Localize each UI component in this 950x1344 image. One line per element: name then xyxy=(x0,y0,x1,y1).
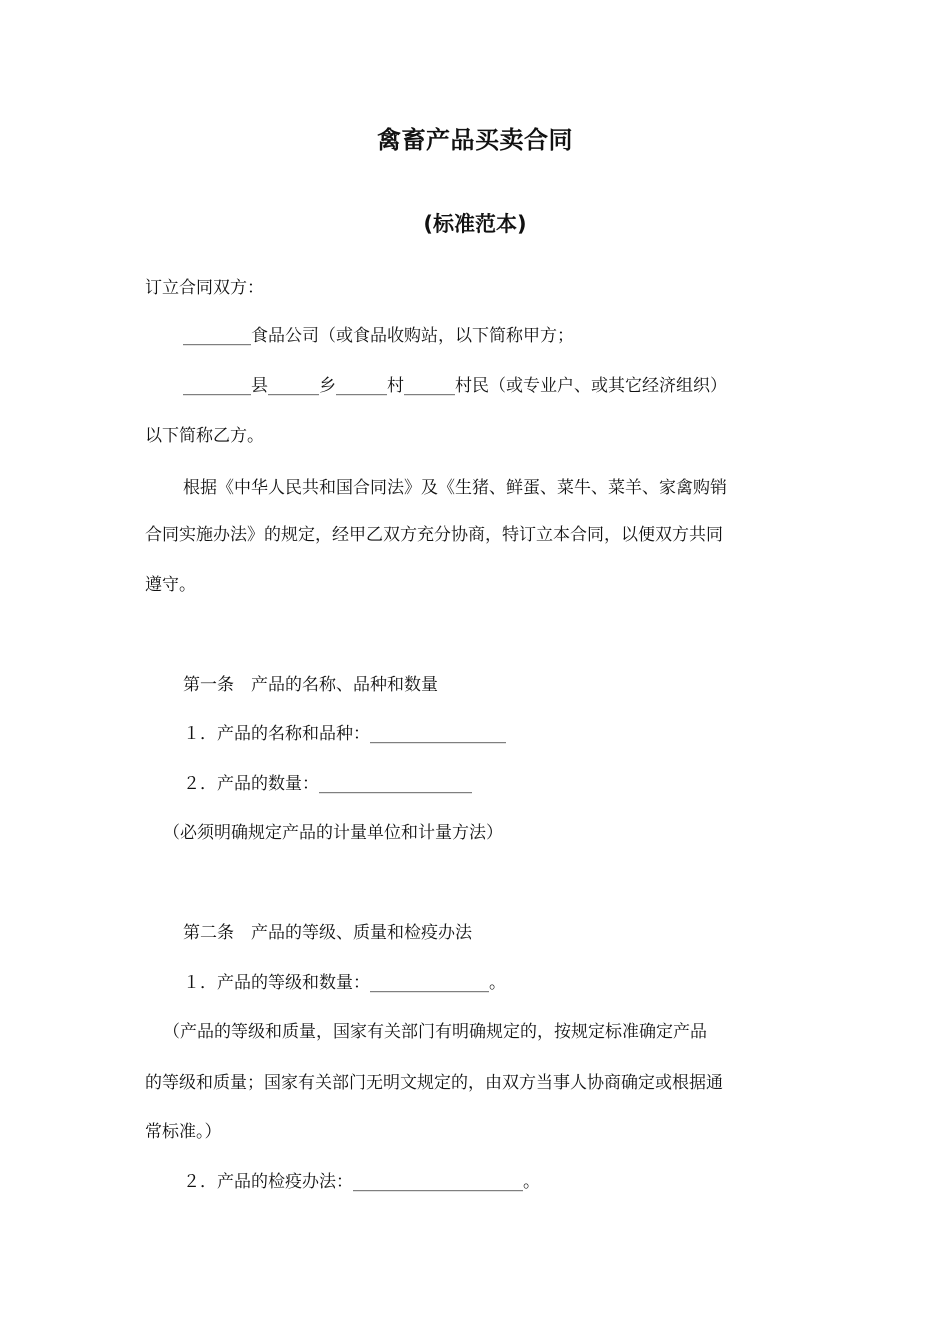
parties-heading: 订立合同双方： xyxy=(145,278,264,298)
article-1-note: （必须明确规定产品的计量单位和计量方法） xyxy=(163,823,503,843)
article-2-heading: 第二条 产品的等级、质量和检疫办法 xyxy=(183,923,472,943)
article-1-item-2: ２．产品的数量：__________________ xyxy=(183,774,472,794)
party-b-line-cont: 以下简称乙方。 xyxy=(145,426,264,446)
preamble-line-2: 合同实施办法》的规定，经甲乙双方充分协商，特订立本合同，以便双方共同 xyxy=(145,525,723,545)
article-2-note-line-1: （产品的等级和质量，国家有关部门有明确规定的，按规定标准确定产品 xyxy=(163,1022,707,1042)
preamble-line-1: 根据《中华人民共和国合同法》及《生猪、鲜蛋、菜牛、菜羊、家禽购销 xyxy=(183,478,727,498)
article-2-note-line-3: 常标准。） xyxy=(145,1122,222,1142)
preamble-line-3: 遵守。 xyxy=(145,575,196,595)
document-subtitle: (标准范本) xyxy=(423,212,527,236)
party-a-line: ________食品公司（或食品收购站，以下简称甲方； xyxy=(183,326,574,346)
article-2-note-line-2: 的等级和质量；国家有关部门无明文规定的，由双方当事人协商确定或根据通 xyxy=(145,1073,723,1093)
party-b-line: ________县______乡______村______村民（或专业户、或其它经济组织） xyxy=(183,376,727,396)
document-title: 禽畜产品买卖合同 xyxy=(377,126,573,154)
article-2-item-1: １．产品的等级和数量：______________。 xyxy=(183,973,506,993)
article-1-item-1: １．产品的名称和品种：________________ xyxy=(183,724,506,744)
article-2-item-2: ２．产品的检疫办法：____________________。 xyxy=(183,1172,540,1192)
article-1-heading: 第一条 产品的名称、品种和数量 xyxy=(183,675,438,695)
